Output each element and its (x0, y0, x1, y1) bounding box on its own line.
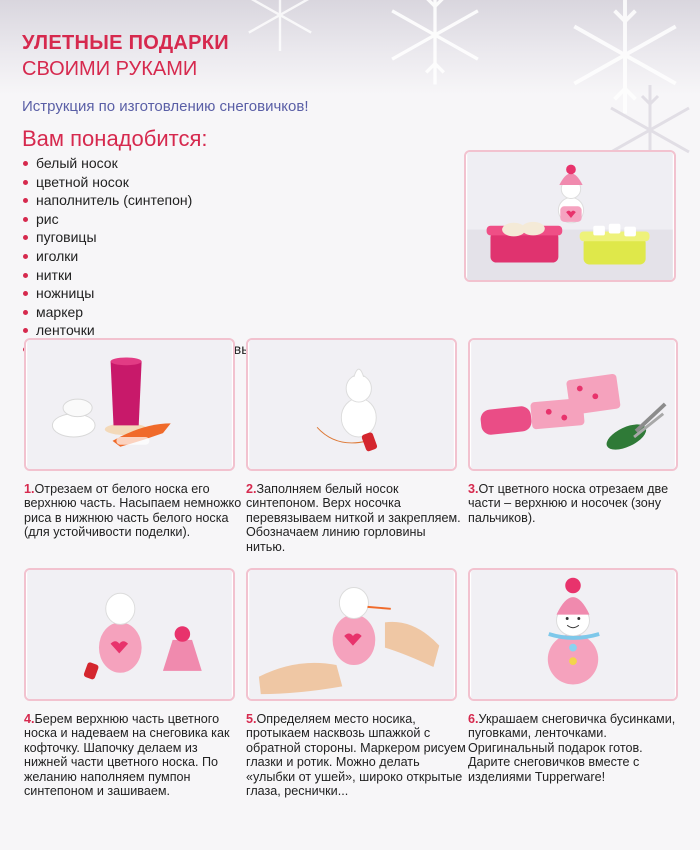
step-description: Заполняем белый носок синтепоном. Верх носочка перевязываем ниткой и закрепляем. Обозначаем линию горловины нитью. (246, 482, 461, 554)
step-3-text (468, 482, 688, 525)
list-item: ножницы (22, 284, 309, 303)
page-subtitle: Иструкция по изготовлению снеговичков! (22, 98, 309, 115)
snowflake-icon (240, 0, 320, 55)
step-description: Берем верхнюю часть цветного носка и надеваем на снеговика как кофточку. Шапочку делаем из нижней части цветного носка. По желанию наполняем пумпон синтепоном и зашиваем. (24, 712, 230, 799)
list-item: нитки (22, 266, 309, 285)
list-item: рис (22, 210, 309, 229)
step-description: Украшаем снеговичка бусинками, пуговками, ленточками. Оригинальный подарок готов. Дарите снеговичков вместе с изделиями Tupperware! (468, 712, 676, 784)
step-number: 4. (24, 712, 35, 726)
step-4-text (24, 712, 244, 798)
page-title: УЛЕТНЫЕ ПОДАРКИ (22, 32, 229, 54)
step-number: 3. (468, 482, 479, 496)
step-description: Отрезаем от белого носка его верхнюю часть. Насыпаем немножко риса в нижнюю часть белого носка (для устойчивости поделки). (24, 482, 242, 540)
list-item: наполнитель (синтепон) (22, 191, 309, 210)
list-item: иголки (22, 247, 309, 266)
list-item: белый носок (22, 154, 309, 173)
step-6-photo (468, 568, 678, 701)
materials-list (22, 154, 309, 359)
step-number: 2. (246, 482, 257, 496)
list-item: цветной носок (22, 173, 309, 192)
step-2-photo (246, 338, 457, 471)
step-2-text (246, 482, 466, 554)
step-3-photo (468, 338, 678, 471)
list-item: пуговицы (22, 228, 309, 247)
step-number: 5. (246, 712, 257, 726)
hero-photo (464, 150, 676, 282)
materials-heading: Вам понадобится: (22, 126, 208, 151)
step-5-photo (246, 568, 457, 701)
step-description: Определяем место носика, протыкаем насквозь шпажкой с обратной стороны. Маркером рисуем глазки и ротик. Можно делать «улыбки от ушей», широко открытые глаза, реснички... (246, 712, 466, 799)
step-description: От цветного носка отрезаем две части – верхнюю и носочек (зону пальчиков). (468, 482, 669, 525)
step-5-text (246, 712, 466, 798)
step-number: 6. (468, 712, 479, 726)
step-4-photo (24, 568, 235, 701)
snowflake-icon (380, 0, 490, 90)
step-1-photo (24, 338, 235, 471)
step-number: 1. (24, 482, 35, 496)
step-6-text (468, 712, 688, 784)
list-item: ленточки (22, 321, 309, 340)
step-1-text (24, 482, 244, 540)
list-item: маркер (22, 303, 309, 322)
page-title-second-line: СВОИМИ РУКАМИ (22, 58, 198, 80)
